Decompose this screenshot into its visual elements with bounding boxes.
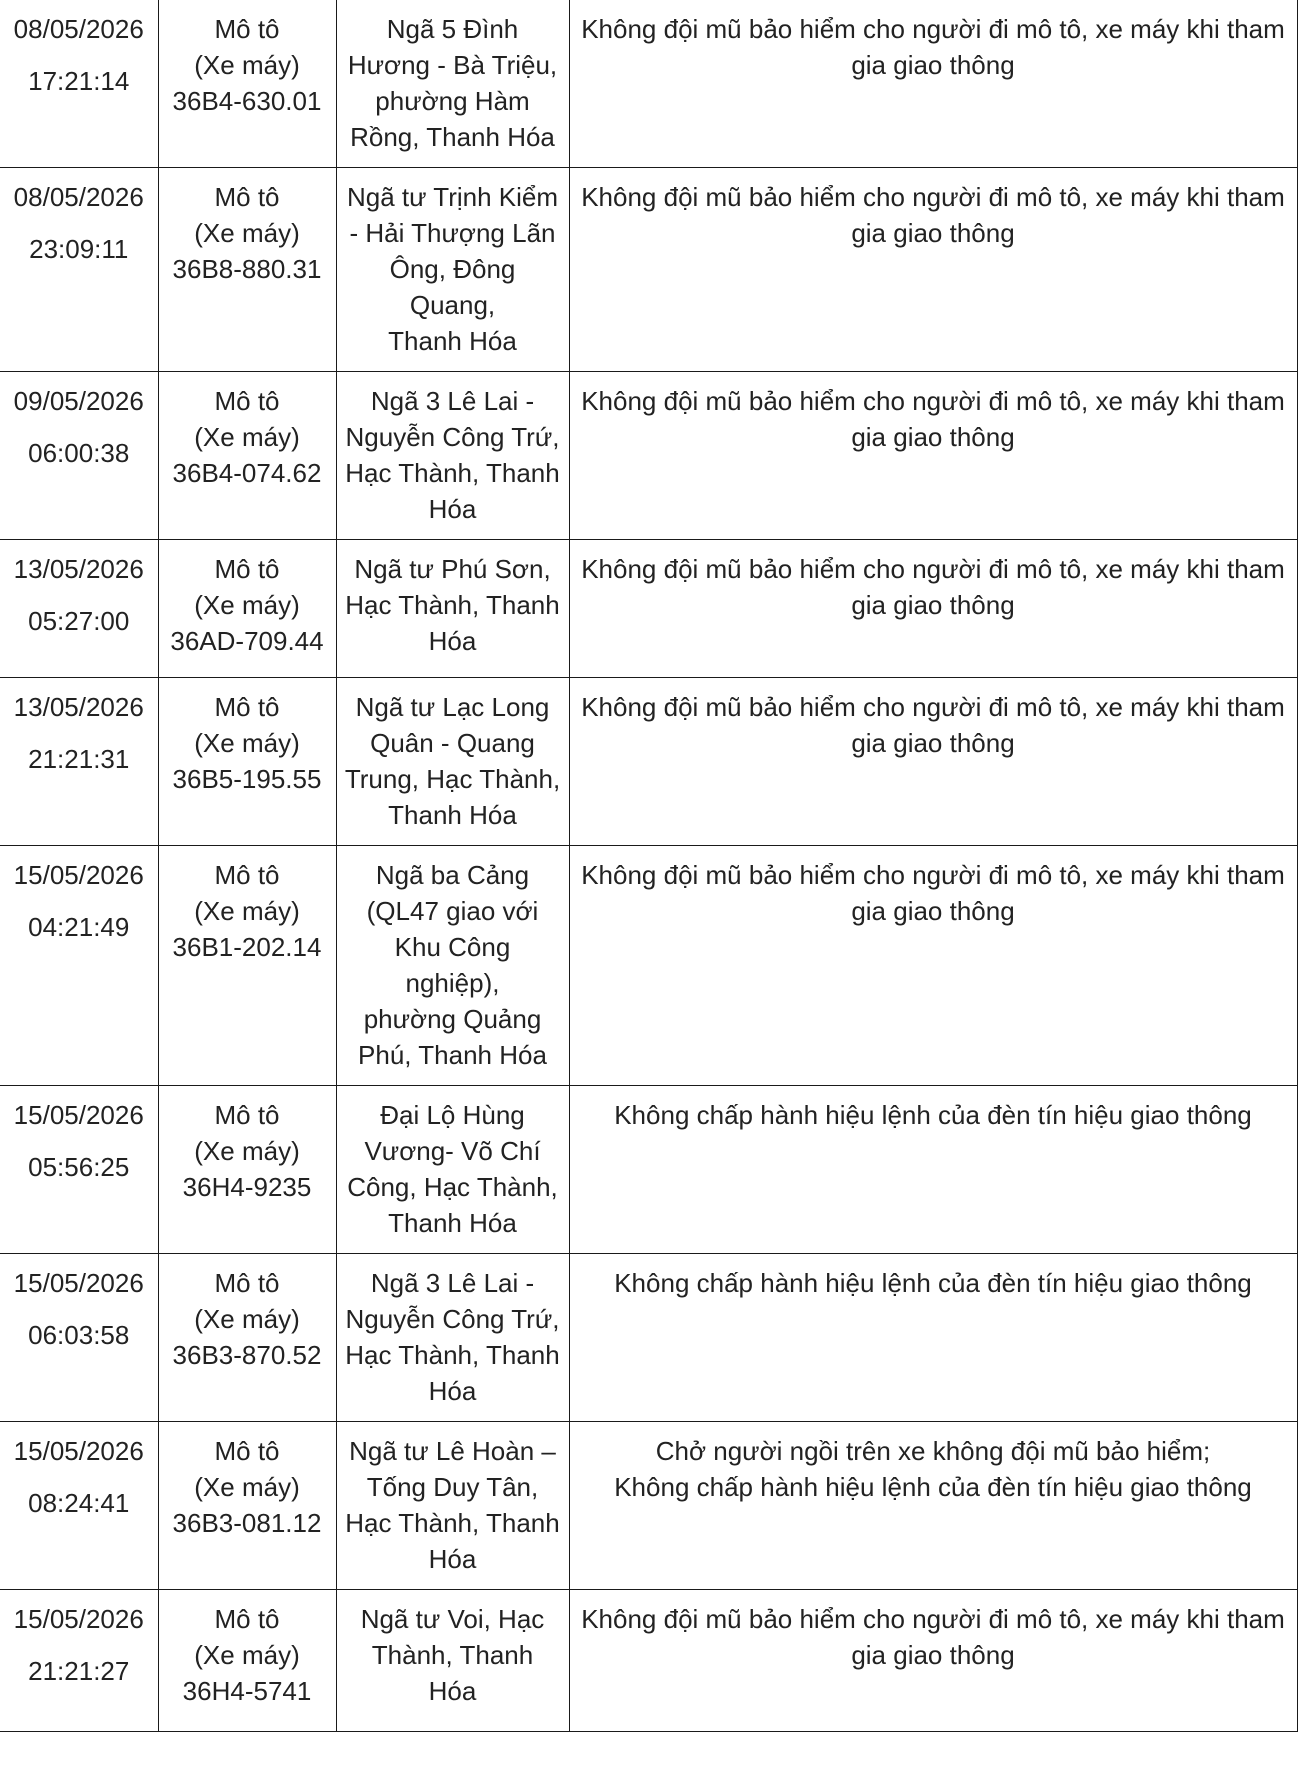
violation-time: 23:09:11 xyxy=(29,234,129,264)
table-row xyxy=(0,1086,1297,1254)
location-line: Tống Duy Tân, xyxy=(366,1472,539,1502)
vehicle-type: Mô tô xyxy=(214,1436,280,1466)
violation-date: 09/05/2026 xyxy=(13,386,144,416)
vehicle-cell xyxy=(158,1590,336,1732)
violation-date: 08/05/2026 xyxy=(13,14,144,44)
violation-datetime-cell xyxy=(0,1086,158,1254)
violation-description-cell xyxy=(569,678,1297,846)
location-line: Quân - Quang xyxy=(370,728,535,758)
table-row xyxy=(0,1590,1297,1732)
vehicle-type: Mô tô xyxy=(214,14,280,44)
license-plate: 36B4-630.01 xyxy=(172,86,322,116)
location-line: phường Hàm xyxy=(375,86,530,116)
violation-datetime-cell xyxy=(0,1254,158,1422)
vehicle-cell xyxy=(158,168,336,372)
license-plate: 36H4-9235 xyxy=(182,1172,312,1202)
location-line: Khu Công nghiệp), xyxy=(394,932,511,998)
violation-line: Không chấp hành hiệu lệnh của đèn tín hiệu giao thông xyxy=(614,1472,1252,1502)
location-cell xyxy=(336,1086,569,1254)
table-row xyxy=(0,168,1297,372)
location-line: Hương - Bà Triệu, xyxy=(347,50,558,80)
violation-time: 08:24:41 xyxy=(28,1488,130,1518)
violation-time: 06:00:38 xyxy=(28,438,130,468)
location-line: Trung, Hạc Thành, xyxy=(344,764,561,794)
violation-line: Không đội mũ bảo hiểm cho người đi mô tô, xe máy khi tham xyxy=(581,14,1285,44)
violation-line: Chở người ngồi trên xe không đội mũ bảo hiểm; xyxy=(655,1436,1211,1466)
location-line: - Hải Thượng Lãn xyxy=(349,218,556,248)
location-line: Vương- Võ Chí xyxy=(364,1136,541,1166)
location-cell xyxy=(336,540,569,678)
vehicle-subtype: (Xe máy) xyxy=(194,896,300,926)
violation-description-cell xyxy=(569,372,1297,540)
license-plate: 36H4-5741 xyxy=(182,1676,312,1706)
location-line: Ông, Đông Quang, xyxy=(389,254,516,320)
violation-line: Không chấp hành hiệu lệnh của đèn tín hiệu giao thông xyxy=(614,1100,1252,1130)
location-line: Phú, Thanh Hóa xyxy=(358,1040,547,1070)
vehicle-subtype: (Xe máy) xyxy=(194,1640,300,1670)
violation-date: 15/05/2026 xyxy=(13,1604,144,1634)
violation-line: Không đội mũ bảo hiểm cho người đi mô tô, xe máy khi tham xyxy=(581,692,1285,722)
violation-datetime-cell xyxy=(0,1422,158,1590)
location-line: Thanh Hóa xyxy=(388,326,517,356)
vehicle-cell xyxy=(158,0,336,168)
violation-line: gia giao thông xyxy=(851,1640,1015,1670)
location-cell xyxy=(336,0,569,168)
violation-description-cell xyxy=(569,1422,1297,1590)
vehicle-type: Mô tô xyxy=(214,386,280,416)
vehicle-cell xyxy=(158,540,336,678)
violation-description-cell xyxy=(569,846,1297,1086)
location-line: Hóa xyxy=(428,494,477,524)
vehicle-type: Mô tô xyxy=(214,182,280,212)
violation-description-cell xyxy=(569,1590,1297,1732)
location-line: (QL47 giao với xyxy=(366,896,539,926)
violation-date: 15/05/2026 xyxy=(13,1268,144,1298)
location-line: Ngã 3 Lê Lai - xyxy=(370,1268,535,1298)
vehicle-type: Mô tô xyxy=(214,554,280,584)
violation-date: 15/05/2026 xyxy=(13,1100,144,1130)
violation-datetime-cell xyxy=(0,168,158,372)
violation-time: 17:21:14 xyxy=(28,66,130,96)
violation-time: 21:21:31 xyxy=(28,744,130,774)
location-line: Hạc Thành, Thanh xyxy=(345,590,560,620)
location-line: Ngã tư Phú Sơn, xyxy=(354,554,551,584)
location-line: Ngã tư Voi, Hạc xyxy=(360,1604,545,1634)
vehicle-type: Mô tô xyxy=(214,860,280,890)
location-line: Ngã 3 Lê Lai - xyxy=(370,386,535,416)
violation-time: 05:27:00 xyxy=(28,606,130,636)
table-row xyxy=(0,0,1297,168)
location-line: Đại Lộ Hùng xyxy=(380,1100,525,1130)
violation-date: 13/05/2026 xyxy=(13,692,144,722)
location-cell xyxy=(336,678,569,846)
vehicle-type: Mô tô xyxy=(214,692,280,722)
violation-date: 08/05/2026 xyxy=(13,182,144,212)
location-line: Ngã ba Cảng xyxy=(375,860,530,890)
violation-line: Không đội mũ bảo hiểm cho người đi mô tô, xe máy khi tham xyxy=(581,554,1285,584)
location-line: Thanh Hóa xyxy=(388,1208,517,1238)
license-plate: 36AD-709.44 xyxy=(170,626,324,656)
location-line: Ngã 5 Đình xyxy=(386,14,519,44)
vehicle-cell xyxy=(158,1254,336,1422)
violation-line: gia giao thông xyxy=(851,50,1015,80)
location-line: Ngã tư Lê Hoàn – xyxy=(349,1436,556,1466)
violation-line: gia giao thông xyxy=(851,896,1015,926)
vehicle-subtype: (Xe máy) xyxy=(194,1304,300,1334)
license-plate: 36B5-195.55 xyxy=(172,764,322,794)
location-cell xyxy=(336,1254,569,1422)
location-line: Thanh Hóa xyxy=(388,800,517,830)
vehicle-subtype: (Xe máy) xyxy=(194,1136,300,1166)
vehicle-subtype: (Xe máy) xyxy=(194,590,300,620)
violation-line: gia giao thông xyxy=(851,728,1015,758)
violation-datetime-cell xyxy=(0,372,158,540)
location-cell xyxy=(336,1590,569,1732)
table-row xyxy=(0,678,1297,846)
violation-line: gia giao thông xyxy=(851,218,1015,248)
violation-description-cell xyxy=(569,0,1297,168)
violation-description-cell xyxy=(569,1086,1297,1254)
violation-datetime-cell xyxy=(0,0,158,168)
violation-datetime-cell xyxy=(0,1590,158,1732)
location-cell xyxy=(336,168,569,372)
violation-datetime-cell xyxy=(0,540,158,678)
location-line: Nguyễn Công Trứ, xyxy=(345,1304,560,1334)
vehicle-cell xyxy=(158,1422,336,1590)
location-line: Hạc Thành, Thanh xyxy=(345,1340,560,1370)
location-line: Hạc Thành, Thanh xyxy=(345,458,560,488)
violation-line: Không đội mũ bảo hiểm cho người đi mô tô, xe máy khi tham xyxy=(581,182,1285,212)
violation-line: Không đội mũ bảo hiểm cho người đi mô tô, xe máy khi tham xyxy=(581,386,1285,416)
violation-time: 04:21:49 xyxy=(28,912,130,942)
violation-time: 21:21:27 xyxy=(28,1656,130,1686)
vehicle-subtype: (Xe máy) xyxy=(194,422,300,452)
vehicle-cell xyxy=(158,678,336,846)
table-row xyxy=(0,540,1297,678)
license-plate: 36B8-880.31 xyxy=(172,254,322,284)
vehicle-type: Mô tô xyxy=(214,1100,280,1130)
vehicle-cell xyxy=(158,1086,336,1254)
vehicle-cell xyxy=(158,846,336,1086)
location-line: Thành, Thanh Hóa xyxy=(371,1640,534,1706)
license-plate: 36B1-202.14 xyxy=(172,932,322,962)
violation-datetime-cell xyxy=(0,846,158,1086)
location-line: Ngã tư Lạc Long xyxy=(355,692,550,722)
table-row xyxy=(0,846,1297,1086)
violation-description-cell xyxy=(569,1254,1297,1422)
location-line: Ngã tư Trịnh Kiểm xyxy=(346,182,559,212)
violation-line: Không đội mũ bảo hiểm cho người đi mô tô, xe máy khi tham xyxy=(581,860,1285,890)
vehicle-subtype: (Xe máy) xyxy=(194,728,300,758)
location-line: Rồng, Thanh Hóa xyxy=(350,122,555,152)
location-cell xyxy=(336,1422,569,1590)
violation-line: Không chấp hành hiệu lệnh của đèn tín hiệu giao thông xyxy=(614,1268,1252,1298)
violation-time: 06:03:58 xyxy=(28,1320,130,1350)
violation-date: 13/05/2026 xyxy=(13,554,144,584)
location-line: Nguyễn Công Trứ, xyxy=(345,422,560,452)
license-plate: 36B3-870.52 xyxy=(172,1340,322,1370)
violation-line: Không đội mũ bảo hiểm cho người đi mô tô, xe máy khi tham xyxy=(581,1604,1285,1634)
violation-time: 05:56:25 xyxy=(28,1152,130,1182)
location-cell xyxy=(336,372,569,540)
location-line: Công, Hạc Thành, xyxy=(347,1172,558,1202)
table-row xyxy=(0,1422,1297,1590)
violation-date: 15/05/2026 xyxy=(13,1436,144,1466)
location-cell xyxy=(336,846,569,1086)
vehicle-type: Mô tô xyxy=(214,1268,280,1298)
violation-line: gia giao thông xyxy=(851,590,1015,620)
violation-line: gia giao thông xyxy=(851,422,1015,452)
vehicle-cell xyxy=(158,372,336,540)
violation-date: 15/05/2026 xyxy=(13,860,144,890)
license-plate: 36B3-081.12 xyxy=(172,1508,322,1538)
vehicle-type: Mô tô xyxy=(214,1604,280,1634)
location-line: Hóa xyxy=(428,626,477,656)
table-row xyxy=(0,1254,1297,1422)
location-line: Hóa xyxy=(428,1544,477,1574)
vehicle-subtype: (Xe máy) xyxy=(194,1472,300,1502)
vehicle-subtype: (Xe máy) xyxy=(194,218,300,248)
violation-description-cell xyxy=(569,168,1297,372)
location-line: Hạc Thành, Thanh xyxy=(345,1508,560,1538)
violation-description-cell xyxy=(569,540,1297,678)
table-row xyxy=(0,372,1297,540)
violation-datetime-cell xyxy=(0,678,158,846)
license-plate: 36B4-074.62 xyxy=(172,458,322,488)
location-line: phường Quảng xyxy=(363,1004,542,1034)
vehicle-subtype: (Xe máy) xyxy=(194,50,300,80)
location-line: Hóa xyxy=(428,1376,477,1406)
